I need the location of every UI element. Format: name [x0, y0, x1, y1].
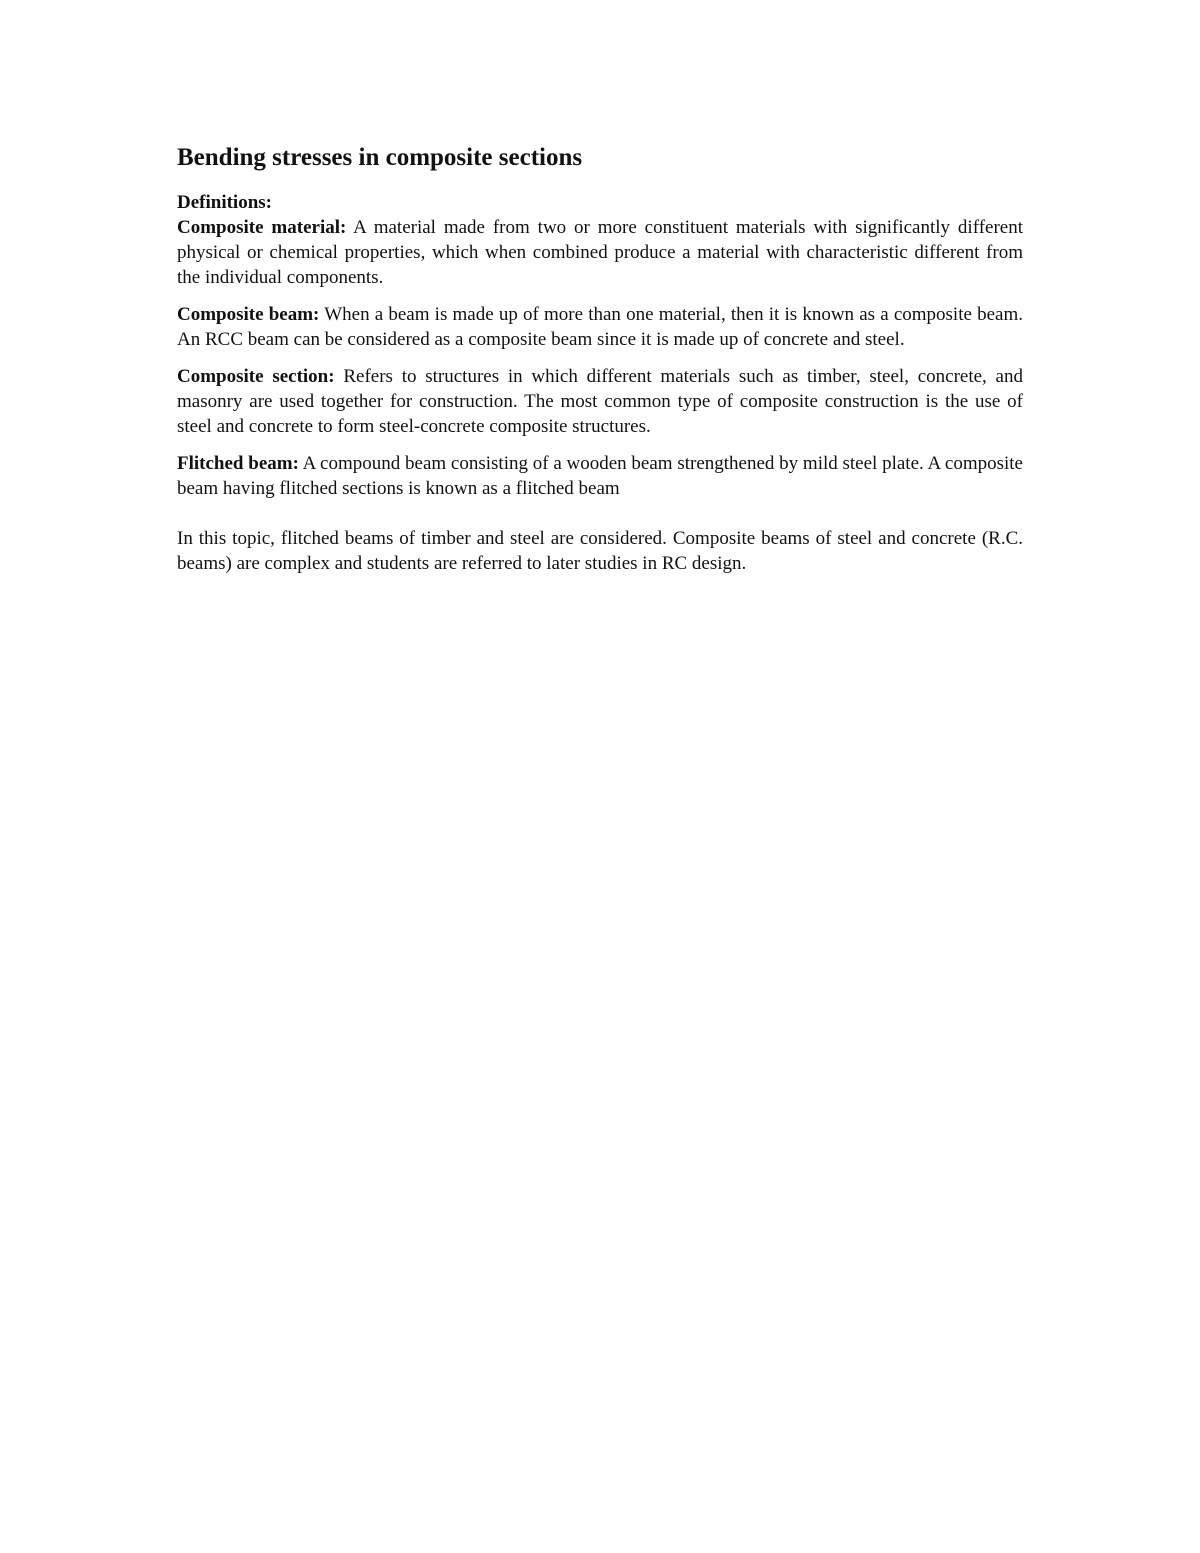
- definition-term: Composite section:: [177, 366, 335, 387]
- definitions-heading: Definitions:: [177, 192, 272, 213]
- definition-composite-section: [177, 364, 1023, 439]
- definition-text: When a beam is made up of more than one material, then it is known as a composite beam. An RCC beam can be considered as a composite beam since it is made up of concrete and steel.: [177, 304, 1023, 350]
- document-page: [177, 140, 1023, 576]
- definition-composite-beam: [177, 302, 1023, 352]
- definition-text: Refers to structures in which different materials such as timber, steel, concrete, and masonry are used together for construction. The most common type of composite construction is the use of steel and concrete to form steel-concrete composite structures.: [177, 366, 1023, 437]
- definition-text: A compound beam consisting of a wooden beam strengthened by mild steel plate. A composite beam having flitched sections is known as a flitched beam: [177, 453, 1023, 499]
- definition-composite-material: [177, 215, 1023, 290]
- topic-note: In this topic, flitched beams of timber and steel are considered. Composite beams of steel and concrete (R.C. beams) are complex and students are referred to later studies in RC design.: [177, 528, 1023, 574]
- definition-term: Flitched beam:: [177, 453, 299, 474]
- definition-text: A material made from two or more constituent materials with significantly different physical or chemical properties, which when combined produce a material with characteristic different from the individual components.: [177, 217, 1023, 288]
- page-title: Bending stresses in composite sections: [177, 144, 583, 171]
- definition-term: Composite material:: [177, 217, 347, 238]
- definition-flitched-beam: [177, 451, 1023, 501]
- definition-term: Composite beam:: [177, 304, 320, 325]
